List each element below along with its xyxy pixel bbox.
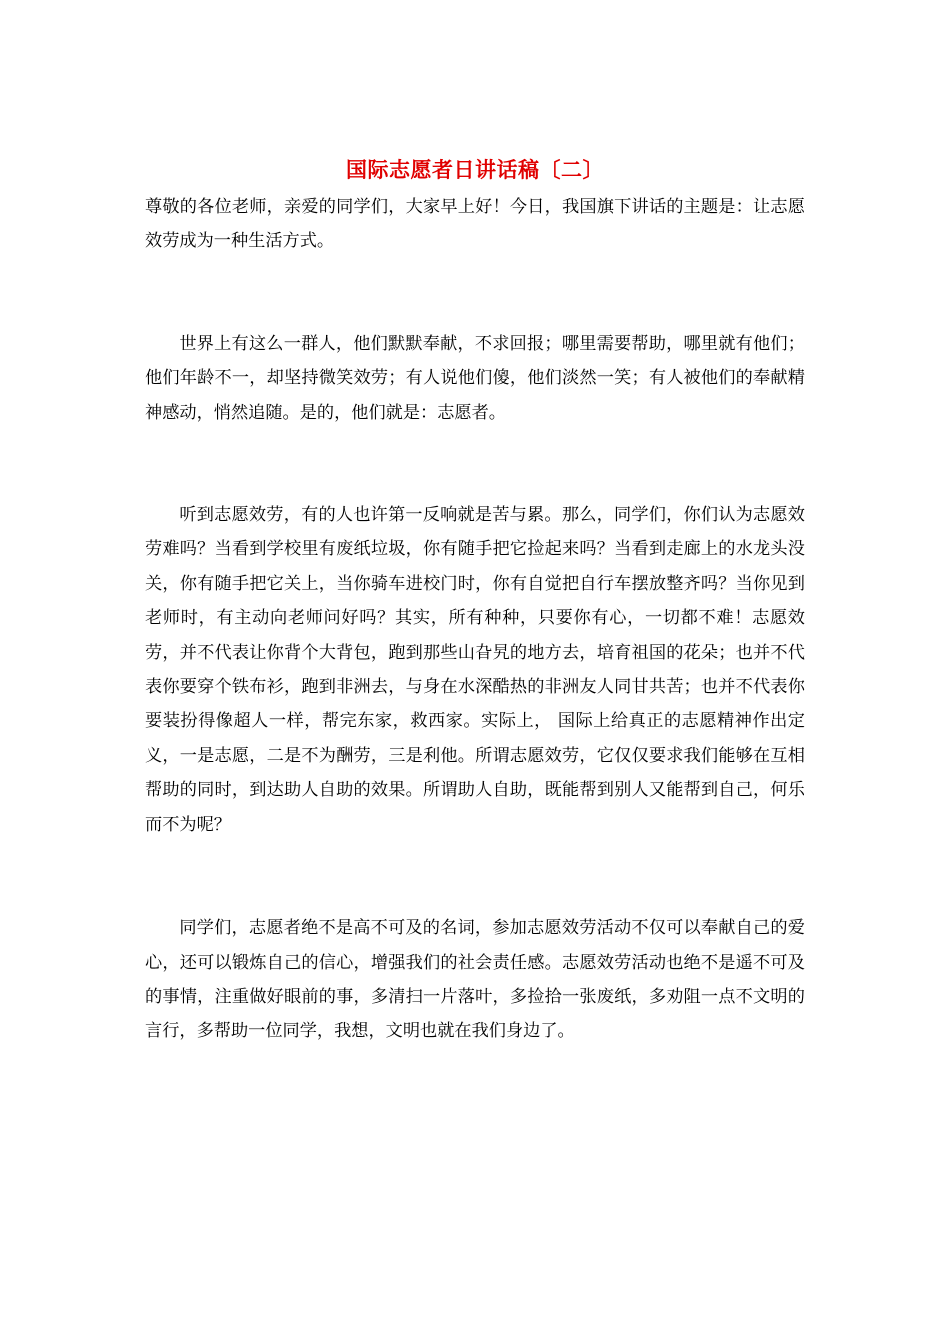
paragraph-greeting: 尊敬的各位老师，亲爱的同学们，大家早上好！今日，我国旗下讲话的主题是：让志愿效劳成为一种生活方式。: [145, 197, 805, 252]
document-title: 国际志愿者日讲话稿〔二〕: [346, 158, 604, 182]
paragraph-service: 听到志愿效劳，有的人也许第一反响就是苦与累。那么，同学们，你们认为志愿效劳难吗？当看到学校里有废纸垃圾，你有随手把它捡起来吗？当看到走廊上的水龙头没关，你有随手把它关上，当你骑车进校门时，你有自觉把自行车摆放整齐吗？当你见到老师时，有主动向老师问好吗？其实，所有种种，只要你有心，一切都不难！志愿效劳，并不代表让你背个大背包，跑到那些山旮旯的地方去，培育祖国的花朵；也并不代表你要穿个铁布衫，跑到非洲去，与身在水深酷热的非洲友人同甘共苦；也并不代表你要装扮得像超人一样，帮完东家，救西家。实际上， 国际上给真正的志愿精神作出定义，一是志愿，二是不为酬劳，三是利他。所谓志愿效劳，它仅仅要求我们能够在互相帮助的同时，到达助人自助的效果。所谓助人自助，既能帮到别人又能帮到自己，何乐而不为呢？: [145, 505, 805, 835]
paragraph-volunteers: 世界上有这么一群人，他们默默奉献，不求回报；哪里需要帮助，哪里就有他们；他们年龄不一，却坚持微笑效劳；有人说他们傻，他们淡然一笑；有人被他们的奉献精神感动，悄然追随。是的，他们就是：志愿者。: [145, 333, 805, 423]
paragraph-conclusion: 同学们，志愿者绝不是高不可及的名词，参加志愿效劳活动不仅可以奉献自己的爱心，还可以锻炼自己的信心，增强我们的社会责任感。志愿效劳活动也绝不是遥不可及的事情，注重做好眼前的事，多清扫一片落叶，多捡拾一张废纸，多劝阻一点不文明的言行，多帮助一位同学，我想，文明也就在我们身边了。: [145, 918, 805, 1042]
document-page: [145, 150, 805, 1049]
